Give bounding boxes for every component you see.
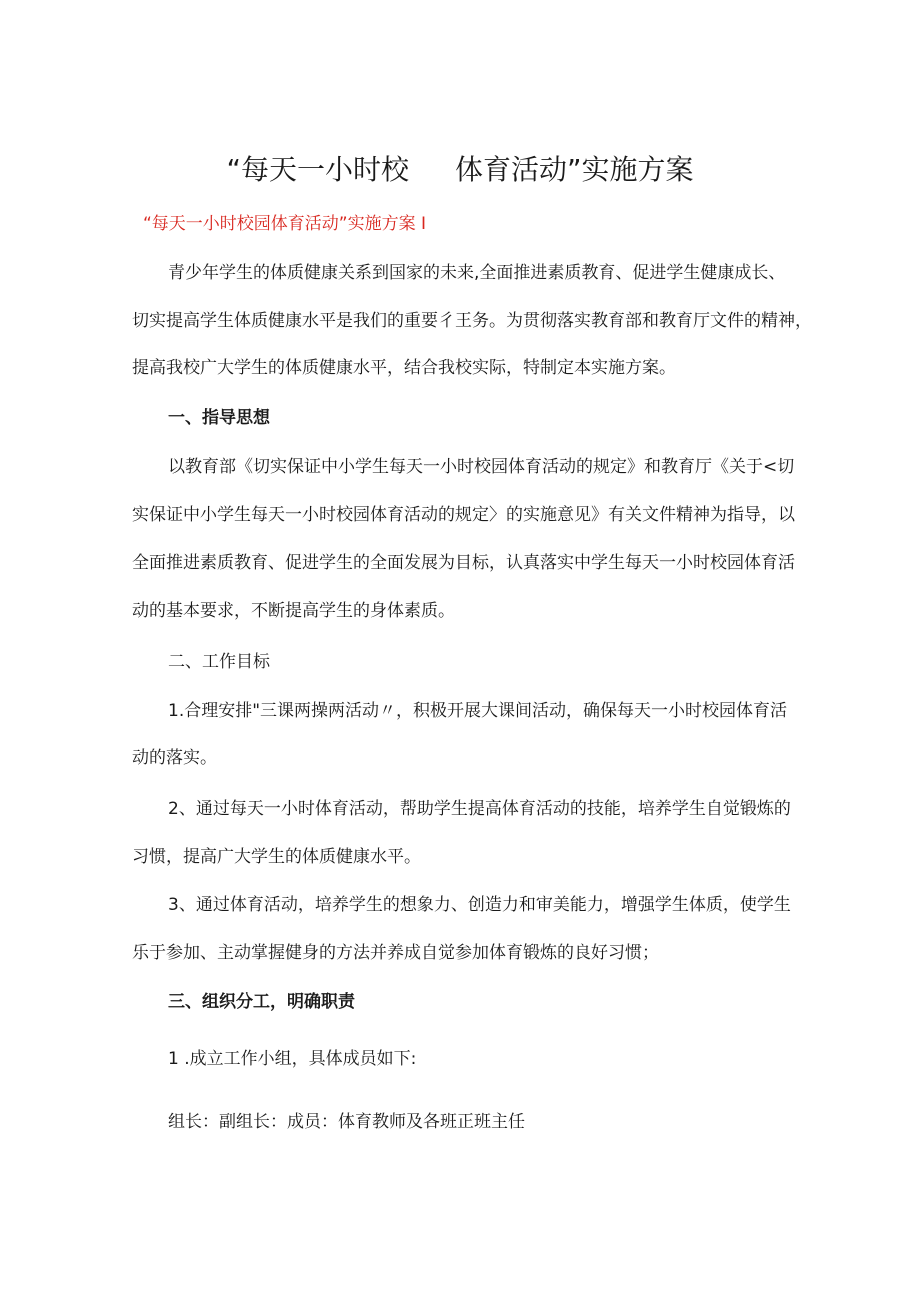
goal-1-line-1: 1.合理安排"三课两操两活动〃，积极开展大课间活动，确保每天一小时校园体育活 <box>168 701 788 721</box>
intro-line-3: 提高我校广大学生的体质健康水平，结合我校实际，特制定本实施方案。 <box>132 358 676 378</box>
goal-2-line-2: 习惯，提高广大学生的体质健康水平。 <box>132 847 421 867</box>
section-3-item-1: 1 .成立工作小组，具体成员如下: <box>168 1049 417 1069</box>
goal-3-line-2: 乐于参加、主动掌握健身的方法并养成自觉参加体育锻炼的良好习惯； <box>132 943 659 963</box>
intro-line-2: 切实提高学生体质健康水平是我们的重要彳王务。为贯彻落实教育部和教育厅文件的精神， <box>132 311 812 331</box>
document-subtitle: “每天一小时校园体育活动”实施方案 I <box>143 214 427 234</box>
section-1-line-3: 全面推进素质教育、促进学生的全面发展为目标，认真落实中学生每天一小时校园体育活 <box>132 553 795 573</box>
title-part-1: “每天一小时校 <box>226 153 409 186</box>
title-part-2: 体育活动”实施方案 <box>455 153 694 186</box>
section-1-line-2: 实保证中小学生每天一小时校园体育活动的规定〉的实施意见》有关文件精神为指导，以 <box>132 505 795 525</box>
intro-line-1: 青少年学生的体质健康关系到国家的未来,全面推进素质教育、促进学生健康成长、 <box>168 263 786 283</box>
section-1-line-4: 动的基本要求，不断提高学生的身体素质。 <box>132 601 455 621</box>
section-3-members: 组长：副组长：成员：体育教师及各班正班主任 <box>168 1112 525 1132</box>
section-3-heading: 三、组织分工，明确职责 <box>168 992 355 1012</box>
goal-2-line-1: 2、通过每天一小时体育活动，帮助学生提高体育活动的技能，培养学生自觉锻炼的 <box>168 799 791 819</box>
section-2-heading: 二、工作目标 <box>168 652 270 672</box>
section-1-line-1: 以教育部《切实保证中小学生每天一小时校园体育活动的规定》和教育厅《关于<切 <box>168 457 795 477</box>
document-title <box>0 150 920 190</box>
goal-1-line-2: 动的落实。 <box>132 748 217 768</box>
section-1-heading: 一、指导思想 <box>168 408 270 428</box>
goal-3-line-1: 3、通过体育活动，培养学生的想象力、创造力和审美能力，增强学生体质，使学生 <box>168 895 791 915</box>
